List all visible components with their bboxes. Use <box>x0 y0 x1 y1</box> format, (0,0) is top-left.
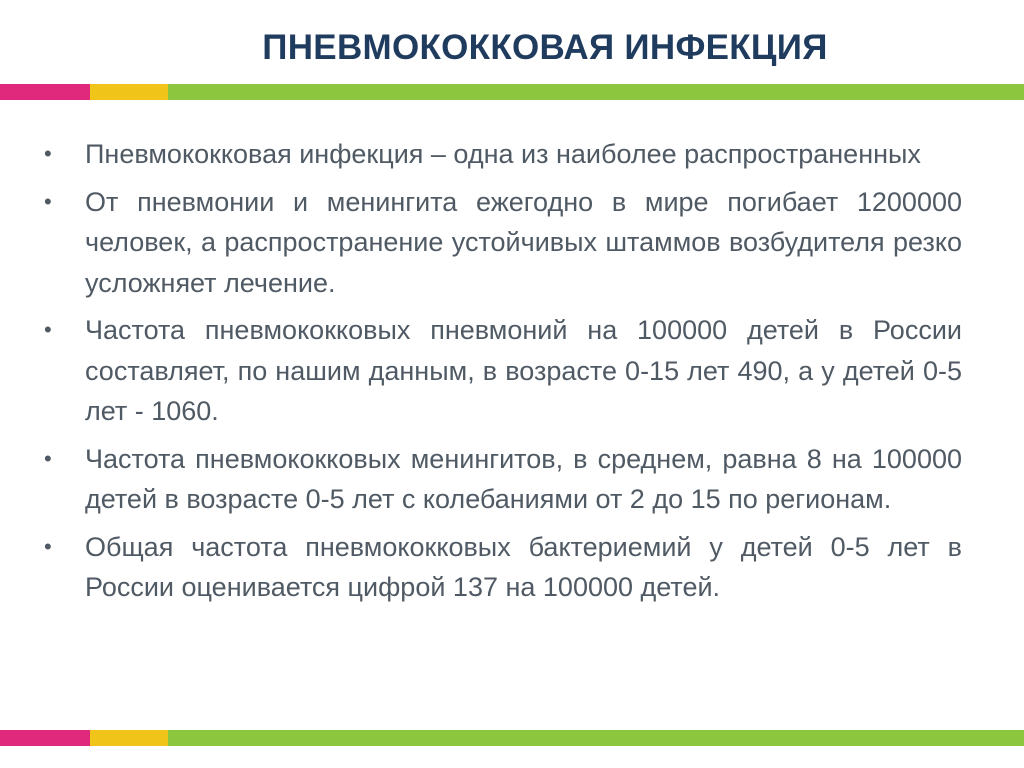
stripe-green-segment <box>168 730 1024 746</box>
bullet-text: Общая частота пневмококковых бактериемий у детей 0-5 лет в России оценивается цифрой 137 на 100000 детей. <box>85 531 962 602</box>
stripe-yellow-segment <box>90 730 168 746</box>
bullet-item <box>44 310 962 432</box>
bullet-marker: • <box>44 188 52 214</box>
bullet-marker: • <box>44 317 52 342</box>
stripe-yellow-segment <box>90 84 168 100</box>
bullet-item <box>44 182 962 304</box>
bullet-text: Частота пневмококковых менингитов, в среднем, равна 8 на 100000 детей в возрасте 0-5 лет с колебаниями от 2 до 15 по регионам. <box>85 443 962 514</box>
stripe-pink-segment <box>0 84 90 100</box>
bullet-marker: • <box>44 533 52 559</box>
bullet-marker: • <box>44 445 52 471</box>
bullet-marker: • <box>44 141 52 166</box>
slide-title: ПНЕВМОКОККОВАЯ ИНФЕКЦИЯ <box>262 28 828 67</box>
bullet-item <box>44 439 962 520</box>
bullet-text: От пневмонии и менингита ежегодно в мире погибает 1200000 человек, а распространение устойчивых штаммов возбудителя резко усложняет лечение. <box>85 186 962 298</box>
bullet-list <box>44 134 962 615</box>
bullet-text: Частота пневмококковых пневмоний на 100000 детей в России составляет, по нашим данным, в возрасте 0-15 лет 490, а у детей 0-5 лет - 1060. <box>85 315 962 426</box>
bullet-item <box>44 134 962 175</box>
bullet-text: Пневмококковая инфекция – одна из наиболее распространенных <box>85 139 921 169</box>
bottom-color-stripe <box>0 730 1024 746</box>
stripe-green-segment <box>168 84 1024 100</box>
stripe-pink-segment <box>0 730 90 746</box>
bullet-item <box>44 527 962 608</box>
top-color-stripe <box>0 84 1024 100</box>
